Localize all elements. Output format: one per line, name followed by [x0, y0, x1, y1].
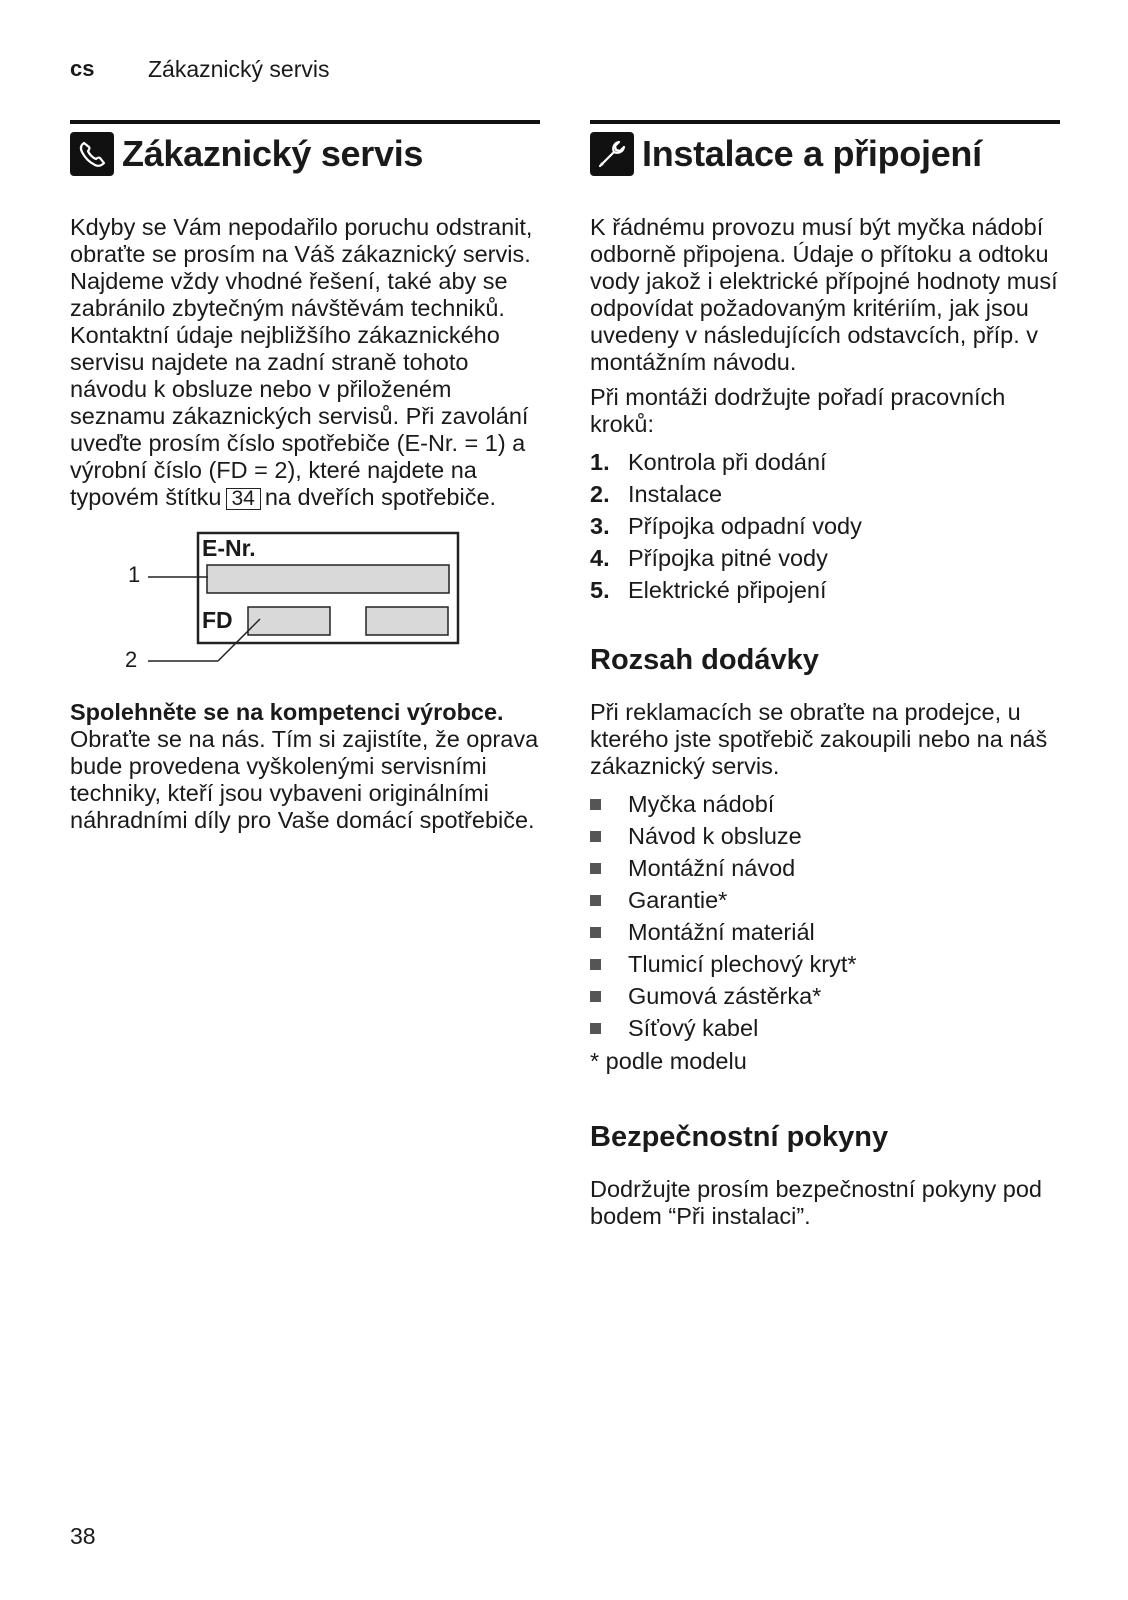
callout-1: 1 [128, 562, 141, 587]
delivery-intro: Při reklamacích se obraťte na prodejce, u kterého jste spotřebič zakoupili nebo na náš zákaznický servis. [590, 699, 1048, 779]
bullet-square-icon [590, 927, 601, 938]
item-text: Montážní materiál [628, 919, 815, 945]
wrench-icon [590, 132, 634, 176]
step-text: Instalace [628, 481, 723, 507]
list-item [590, 510, 1060, 542]
delivery-scope-heading: Rozsah dodávky [590, 644, 819, 676]
customer-service-section [70, 120, 540, 834]
fd-label: FD [202, 607, 233, 633]
step-text: Kontrola při dodání [628, 449, 827, 475]
list-item [590, 916, 1060, 948]
phone-icon [70, 132, 114, 176]
delivery-items-list [590, 788, 1060, 1044]
callout-2: 2 [125, 647, 138, 672]
step-text: Elektrické připojení [628, 577, 827, 603]
section-heading [590, 120, 1060, 178]
item-text: Síťový kabel [628, 1015, 759, 1041]
section-title: Instalace a připojení [642, 133, 982, 174]
installation-intro: K řádnému provozu musí být myčka nádobí odborně připojena. Údaje o přítoku a odtoku vody jakož i elektrické přípojné hodnoty musí odpovídat požadovaným kritériím, jak jsou uvedeny v následujících odstavcích, příp. v montážním návodu. [590, 214, 1058, 375]
step-number: 1. [590, 449, 610, 475]
step-number: 2. [590, 481, 610, 507]
list-item [590, 478, 1060, 510]
bullet-square-icon [590, 799, 601, 810]
list-item [590, 1012, 1060, 1044]
rating-plate-diagram [70, 529, 540, 689]
step-text: Přípojka odpadní vody [628, 513, 862, 539]
steps-intro: Při montáži dodržujte pořadí pracovních kroků: [590, 384, 1006, 437]
installation-steps-list [590, 446, 1060, 606]
item-text: Tlumicí plechový kryt* [628, 951, 857, 977]
list-item [590, 948, 1060, 980]
manufacturer-trust-paragraph [70, 699, 540, 834]
bullet-square-icon [590, 895, 601, 906]
rating-plate-illustration [70, 529, 540, 689]
step-number: 4. [590, 545, 610, 571]
bullet-square-icon [590, 1023, 601, 1034]
section-title: Zákaznický servis [122, 133, 424, 174]
installation-section [590, 120, 1060, 1230]
rating-plate-reference: 34 [226, 488, 261, 510]
step-text: Přípojka pitné vody [628, 545, 828, 571]
section-heading [70, 120, 540, 178]
step-number: 3. [590, 513, 610, 539]
item-text: Gumová zástěrka* [628, 983, 822, 1009]
item-text: Garantie* [628, 887, 728, 913]
service-intro-paragraph [70, 214, 540, 511]
running-header-title: Zákaznický servis [148, 56, 330, 82]
intro-text: Kdyby se Vám nepodařilo poruchu odstranit, obraťte se prosím na Váš zákaznický servis. Najdeme vždy vhodné řešení, také aby se zabránilo zbytečným návštěvám techniků. Kontaktní údaje nejbližšího zákaznického servisu najdete na zadní straně tohoto návodu k obsluze nebo v přiloženém seznamu zákaznických servisů. Při zavolání uveďte prosím číslo spotřebiče (E-Nr. = 1) a výrobní číslo (FD = 2), které najdete na typovém štítku [70, 214, 533, 510]
list-item [590, 820, 1060, 852]
list-item [590, 852, 1060, 884]
item-text: Návod k obsluze [628, 823, 802, 849]
list-item [590, 446, 1060, 478]
list-item [590, 788, 1060, 820]
intro-text-end: na dveřích spotřebiče. [264, 484, 497, 510]
language-code: cs [70, 56, 95, 81]
footnote: * podle modelu [590, 1048, 747, 1074]
enr-label: E-Nr. [202, 535, 256, 561]
trust-heading: Spolehněte se na kompetenci výrobce. [70, 699, 504, 725]
step-number: 5. [590, 577, 610, 603]
bullet-square-icon [590, 991, 601, 1002]
safety-heading: Bezpečnostní pokyny [590, 1121, 889, 1153]
item-text: Montážní návod [628, 855, 796, 881]
list-item [590, 884, 1060, 916]
trust-text: Obraťte se na nás. Tím si zajistíte, že oprava bude provedena vyškolenými servisními techniky, kteří jsou vybaveni originálními náhradními díly pro Vaše domácí spotřebiče. [70, 726, 539, 833]
safety-text: Dodržujte prosím bezpečnostní pokyny pod bodem “Při instalaci”. [590, 1176, 1042, 1229]
item-text: Myčka nádobí [628, 791, 775, 817]
bullet-square-icon [590, 863, 601, 874]
bullet-square-icon [590, 959, 601, 970]
page-number: 38 [70, 1523, 96, 1549]
list-item [590, 542, 1060, 574]
bullet-square-icon [590, 831, 601, 842]
list-item [590, 980, 1060, 1012]
list-item [590, 574, 1060, 606]
